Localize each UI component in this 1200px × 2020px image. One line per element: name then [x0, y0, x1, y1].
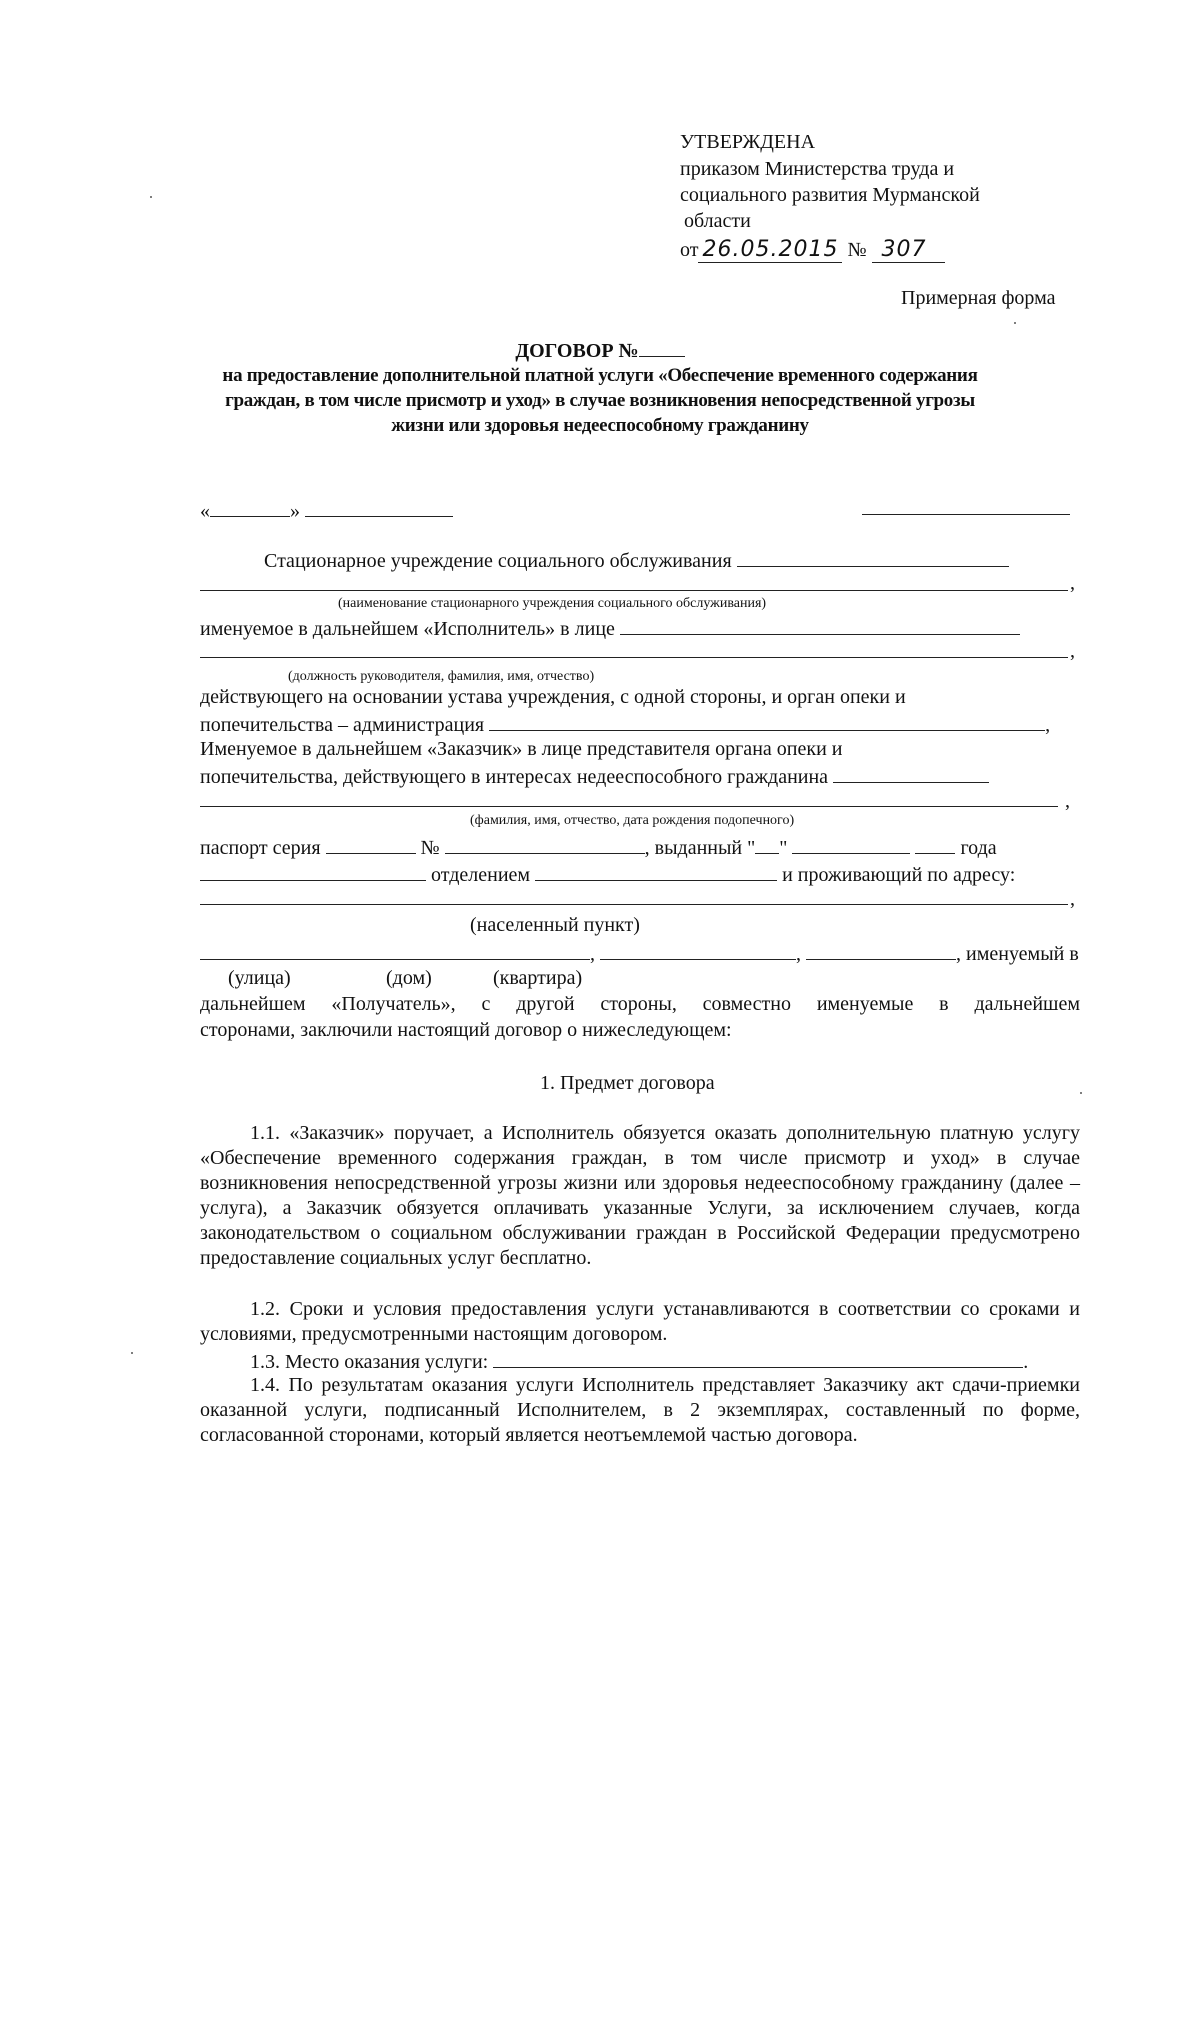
guardianship-label: попечительства – администрация: [200, 714, 485, 736]
institution-blank-2: [200, 590, 1068, 591]
approval-line-2: социального развития Мурманской: [680, 184, 980, 206]
contract-subtitle-2: граждан, в том числе присмотр и уход» в случае возникновения непосредственной угрозы: [225, 390, 975, 411]
service-place-blank: [493, 1348, 1023, 1368]
guardianship-row: попечительства – администрация ,: [200, 711, 1050, 738]
house-blank: [600, 940, 796, 960]
paragraph-1-2: [200, 1297, 1080, 1347]
institution-comma: ,: [1070, 572, 1075, 594]
executor-label: именуемое в дальнейшем «Исполнитель» в лице: [200, 618, 615, 640]
passport-row: [200, 834, 997, 861]
acting-line: действующего на основании устава учреждения, с одной стороны, и орган опеки и: [200, 686, 906, 708]
paragraph-1-3: 1.3. Место оказания услуги: .: [250, 1348, 1028, 1375]
street-caption: (улица): [228, 967, 291, 989]
passport-label: паспорт серия: [200, 837, 321, 859]
passport-number-blank: [445, 834, 645, 854]
approval-line-3: области: [684, 210, 751, 232]
contract-subtitle-3: жизни или здоровья недееспособному гражданину: [391, 415, 809, 436]
paragraph-1-1: [200, 1121, 1080, 1271]
contract-number-blank: [639, 337, 685, 357]
contract-title: [0, 337, 1200, 364]
institution-blank: [737, 547, 1009, 567]
executor-blank: [620, 615, 1020, 635]
recipient-line-2: сторонами, заключили настоящий договор о нижеследующем:: [200, 1019, 732, 1041]
approval-date-row: [680, 237, 945, 263]
date-close-quote: »: [290, 500, 300, 522]
form-label: Примерная форма: [901, 287, 1056, 309]
ward-caption: (фамилия, имя, отчество, дата рождения подопечного): [470, 813, 795, 828]
institution-caption: (наименование стационарного учреждения социального обслуживания): [338, 596, 767, 611]
paragraph-1-4: [200, 1373, 1080, 1448]
passport-issued-quote: ": [779, 837, 788, 859]
date-month-blank: [305, 497, 453, 517]
executor-comma: ,: [1070, 640, 1075, 662]
paragraph-1-4-text: 1.4. По результатам оказания услуги Исполнитель представляет Заказчику акт сдачи-приемки оказанной услуги, подписанный Исполнителем, в 2 экземплярах, составленный по форме, согласованной сторонами, который является неотъемлемой частью договора.: [200, 1374, 1080, 1446]
contract-subtitle-1: на предоставление дополнительной платной услуги «Обеспечение временного содержания: [222, 365, 978, 386]
apartment-caption: (квартира): [493, 967, 583, 989]
street-blank: [200, 940, 590, 960]
executor-blank-2: [200, 657, 1068, 658]
scan-speck: [131, 1352, 133, 1354]
paragraph-1-1-text: 1.1. «Заказчик» поручает, а Исполнитель обязуется оказать дополнительную платную услугу «Обеспечение временного содержания граждан, в том числе присмотр и уход» в случае возникновения непосредственной угрозы жизни или здоровья недееспособному гражданину (далее – услуга), а Заказчик обязуется оплачивать указанные Услуги, за исключением случаев, когда законодательством о социальном обслуживании граждан в Российской Федерации предусмотрено предоставление социальных услуг бесплатно.: [200, 1122, 1080, 1269]
scan-speck: [1080, 1092, 1082, 1094]
passport-number-label: №: [420, 837, 440, 859]
section-1-heading: 1. Предмет договора: [540, 1072, 715, 1094]
paragraph-1-2-text: 1.2. Сроки и условия предоставления услуги устанавливаются в соответствии со сроками и условиями, предусмотренными настоящим договором.: [200, 1298, 1080, 1345]
passport-series-blank: [326, 834, 416, 854]
address-blank: [200, 904, 1068, 905]
department-label: отделением: [431, 864, 531, 886]
issued-day-blank: [755, 834, 779, 854]
residing-label: и проживающий по адресу:: [782, 864, 1016, 886]
department-code-blank: [200, 861, 426, 881]
street-row: , , , именуемый в: [200, 940, 1079, 967]
address-comma: ,: [1070, 888, 1075, 910]
department-blank: [535, 861, 777, 881]
date-open-quote: «: [200, 500, 210, 522]
house-caption: (дом): [386, 967, 432, 989]
institution-row: [264, 547, 1009, 574]
passport-year-label: года: [960, 837, 997, 859]
customer-line: Именуемое в дальнейшем «Заказчик» в лице представителя органа опеки и: [200, 738, 843, 760]
recipient-line-1: дальнейшем «Получатель», с другой стороны, совместно именуемые в дальнейшем: [200, 993, 1080, 1015]
approval-date-handwritten: 26.05.2015: [698, 237, 842, 263]
locality-caption: (населенный пункт): [470, 914, 640, 936]
ward-blank: [200, 806, 1058, 807]
approval-heading: УТВЕРЖДЕНА: [680, 131, 816, 153]
issued-year-blank: [915, 834, 955, 854]
apartment-blank: [806, 940, 956, 960]
paragraph-1-3-label: 1.3. Место оказания услуги:: [250, 1351, 489, 1373]
customer-blank: [833, 763, 989, 783]
approval-number-label: №: [847, 239, 867, 261]
place-blank: [862, 514, 1070, 515]
named-label: , именуемый в: [956, 943, 1079, 965]
issued-month-blank: [792, 834, 910, 854]
passport-issued-label: , выданный ": [644, 837, 756, 859]
executor-caption: (должность руководителя, фамилия, имя, отчество): [288, 669, 595, 684]
scan-speck: [150, 196, 152, 198]
customer-line-2: попечительства, действующего в интересах недееспособного гражданина: [200, 766, 829, 788]
department-row: [200, 861, 1015, 888]
executor-row: [200, 615, 1020, 642]
approval-number-handwritten: 307: [872, 237, 945, 263]
scan-speck: [1014, 322, 1016, 324]
date-row: [200, 497, 453, 524]
guardianship-blank: [489, 711, 1045, 731]
contract-title-text: ДОГОВОР №: [515, 340, 639, 362]
date-day-blank: [210, 497, 290, 517]
approval-from-label: от: [680, 239, 699, 261]
ward-comma: ,: [1065, 790, 1070, 812]
institution-label: Стационарное учреждение социального обслуживания: [264, 550, 732, 572]
approval-line-1: приказом Министерства труда и: [680, 158, 955, 180]
customer-line-2-row: [200, 763, 989, 790]
